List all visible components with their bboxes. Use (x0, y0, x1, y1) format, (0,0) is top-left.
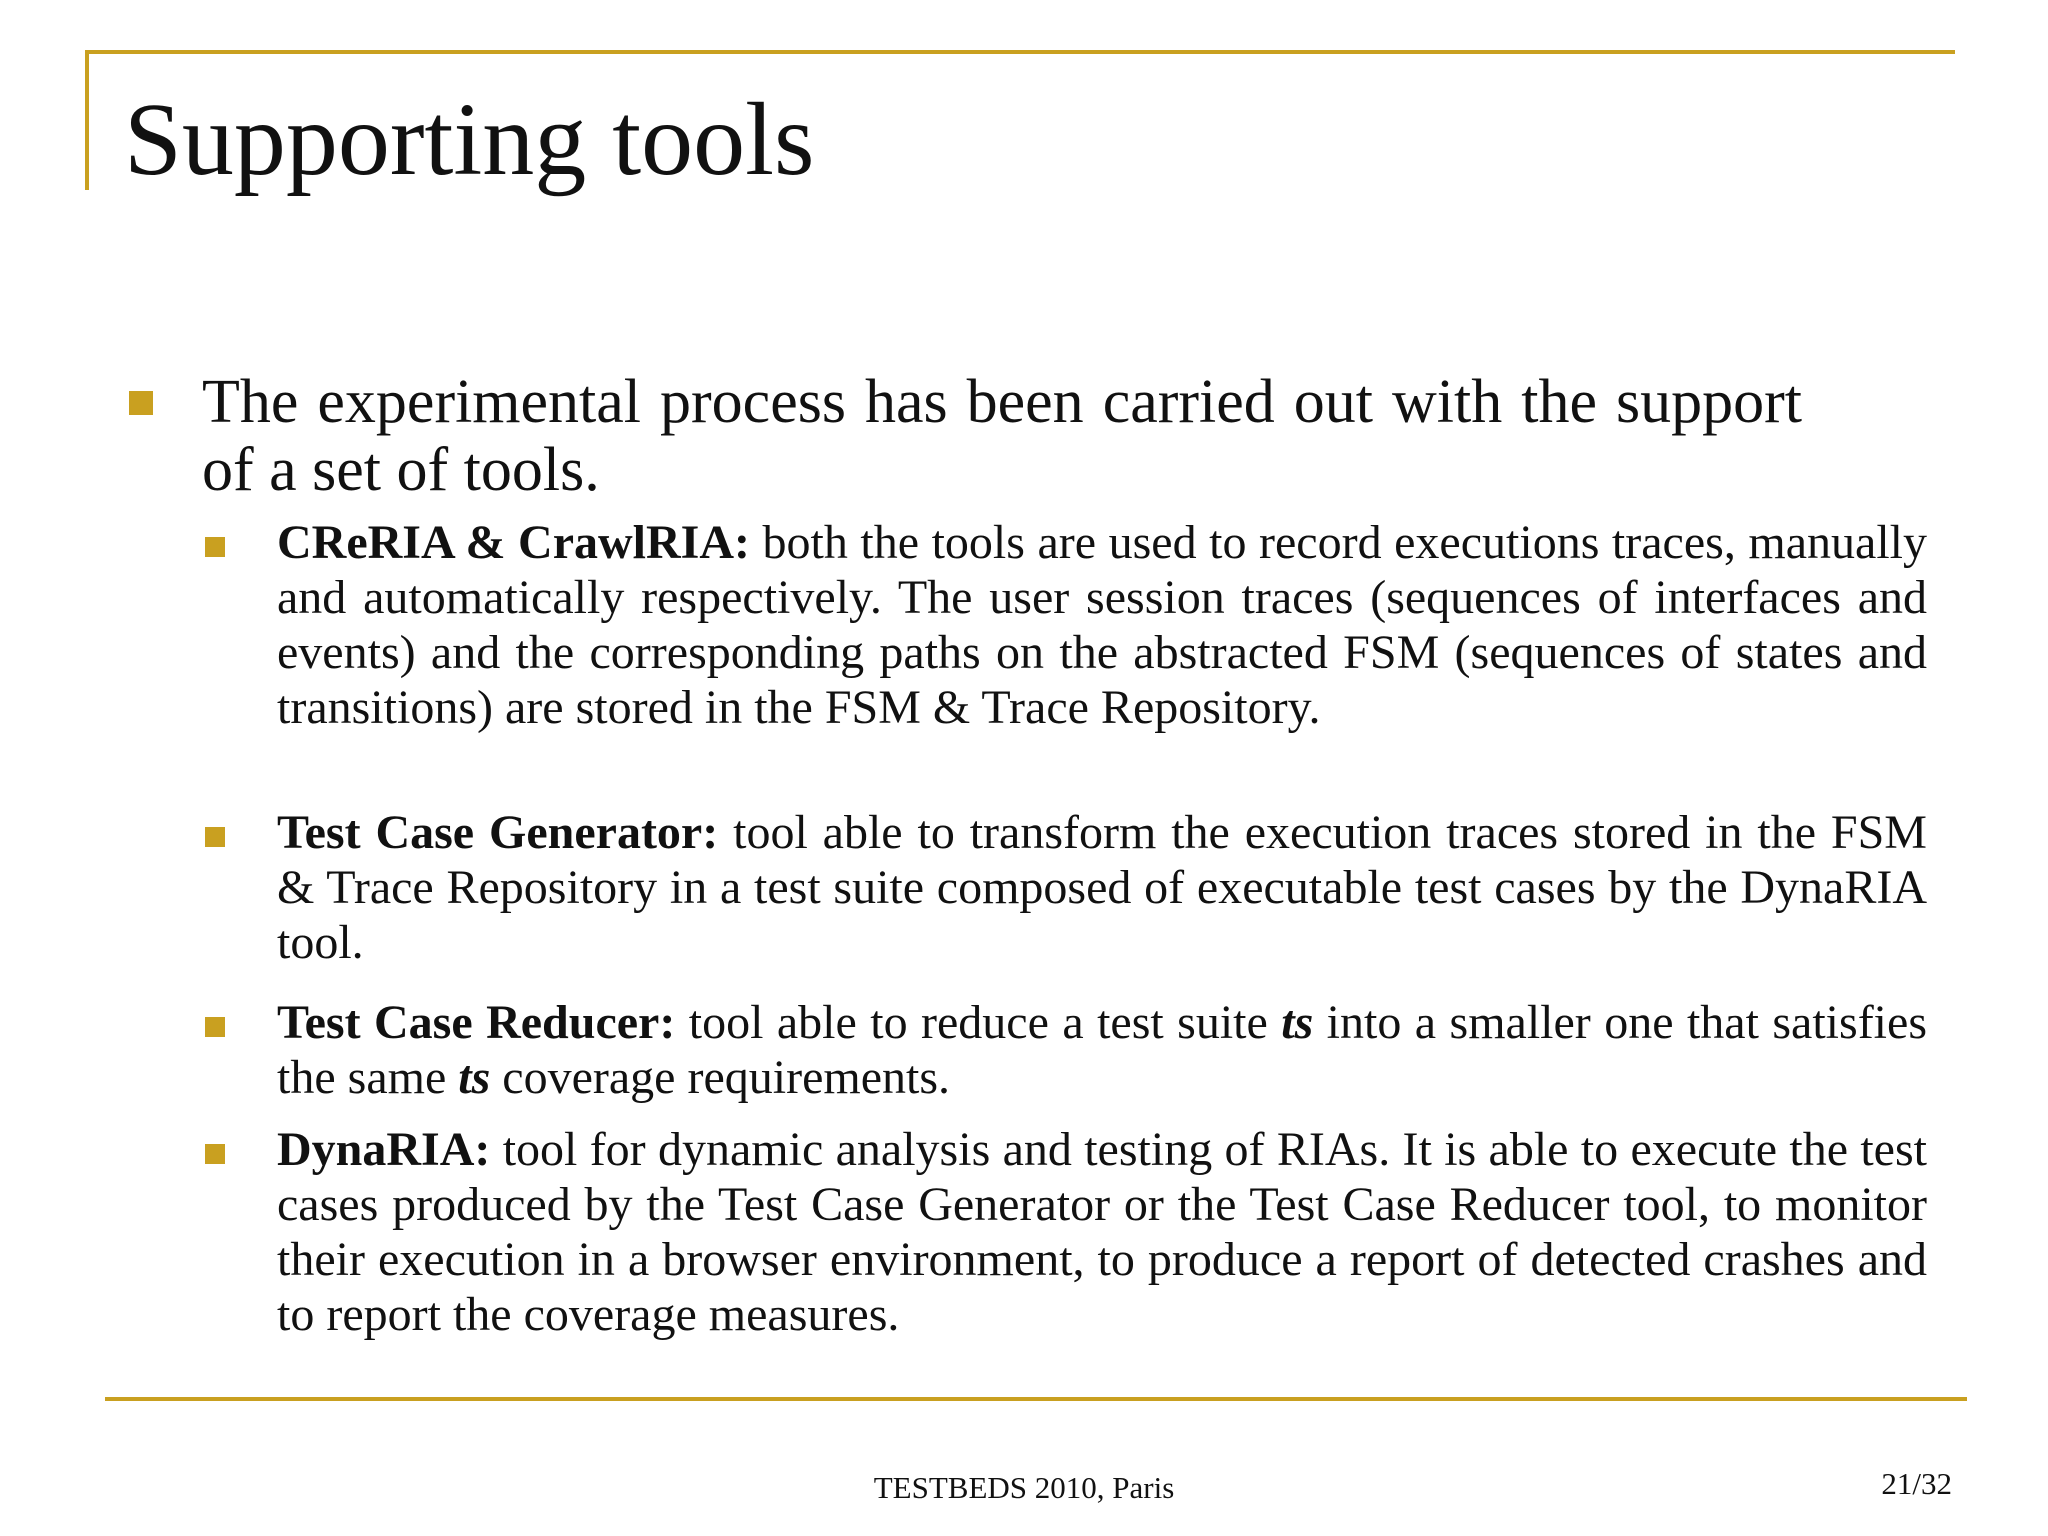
left-rule (85, 50, 89, 190)
square-bullet-icon (205, 537, 225, 557)
bottom-rule (105, 1397, 1967, 1401)
item-text: tool able to transform the execution traces stored in the FSM & Trace Repository in a test suite composed of executable test cases by the DynaRIA tool. (277, 806, 1927, 969)
page-number: 21/32 (1881, 1466, 1952, 1501)
footer-event: TESTBEDS 2010, Paris (873, 1470, 1175, 1505)
list-item (277, 1122, 1927, 1342)
square-bullet-icon (205, 1017, 225, 1037)
item-label: CReRIA & CrawlRIA: (277, 516, 751, 569)
item-label: Test Case Generator: (277, 806, 719, 859)
item-label: DynaRIA: (277, 1123, 491, 1176)
item-text: coverage requirements. (490, 1051, 951, 1104)
list-item (277, 995, 1927, 1105)
square-bullet-icon (129, 391, 153, 415)
item-text: into a smaller one that satisfies the same (277, 996, 1927, 1104)
ts-term: ts (1281, 996, 1314, 1049)
item-label: Test Case Reducer: (277, 996, 676, 1049)
intro-text: The experimental process has been carried out with the support of a set of tools. (202, 368, 1802, 504)
slide-title: Supporting tools (124, 82, 815, 197)
item-text: both the tools are used to record executions traces, manually and automatically respectively. The user session traces (sequences of interfaces and events) and the corresponding paths on the abstracted FSM (sequences of states and transitions) are stored in the FSM & Trace Repository. (277, 516, 1927, 734)
list-item (277, 515, 1927, 735)
square-bullet-icon (205, 1144, 225, 1164)
item-text: tool for dynamic analysis and testing of RIAs. It is able to execute the test cases produced by the Test Case Generator or the Test Case Reducer tool, to monitor their execution in a browser environment, to produce a report of detected crashes and to report the coverage measures. (277, 1123, 1927, 1341)
list-item (277, 805, 1927, 970)
top-rule (85, 50, 1955, 54)
ts-term: ts (458, 1051, 491, 1104)
item-text: tool able to reduce a test suite (675, 996, 1282, 1049)
square-bullet-icon (205, 827, 225, 847)
